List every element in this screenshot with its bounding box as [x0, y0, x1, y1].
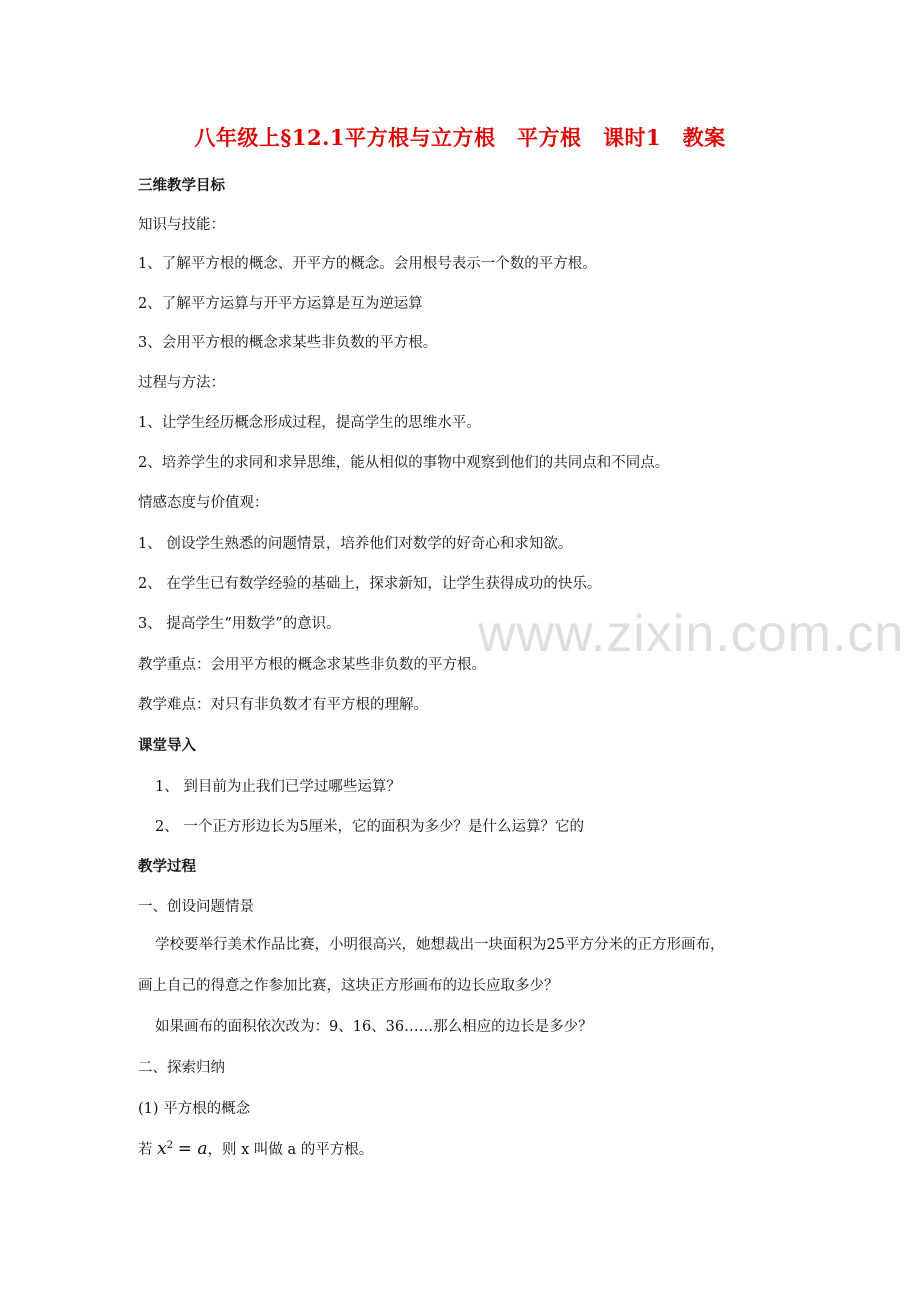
intro-question-1: 1、 到目前为止我们已学过哪些运算？ [155, 779, 401, 795]
document-title: 八年级上§12.1平方根与立方根 平方根 课时1 教案 [194, 125, 726, 150]
definition-prefix: 若 [138, 1142, 153, 1158]
subheading-knowledge: 知识与技能： [138, 217, 225, 233]
watermark: www.zixin.com.cn [478, 605, 905, 663]
paragraph-line: 1、了解平方根的概念、开平方的概念。会用根号表示一个数的平方根。 [138, 256, 597, 272]
difficulty-line: 教学难点：对只有非负数才有平方根的理解。 [138, 697, 428, 713]
paragraph-line: 2、了解平方运算与开平方运算是互为逆运算 [138, 296, 423, 312]
paragraph-line: 1、让学生经历概念形成过程，提高学生的思维水平。 [138, 415, 481, 431]
paragraph-line: 2、 在学生已有数学经验的基础上，探求新知，让学生获得成功的快乐。 [138, 576, 602, 592]
formula-rhs: = a [177, 1139, 208, 1159]
definition-suffix: ，则 x 叫做 a 的平方根。 [207, 1142, 374, 1158]
section-heading-intro: 课堂导入 [138, 737, 196, 754]
definition-line [138, 1138, 373, 1159]
section-heading-process: 教学过程 [138, 858, 196, 875]
key-point-line: 教学重点：会用平方根的概念求某些非负数的平方根。 [138, 657, 486, 673]
paragraph-line: 1、 创设学生熟悉的问题情景，培养他们对数学的好奇心和求知欲。 [138, 536, 573, 552]
paragraph-line: 如果画布的面积依次改为：9、16、36……那么相应的边长是多少？ [155, 1019, 593, 1035]
subsection-heading: 二、探索归纳 [138, 1060, 225, 1076]
paragraph-line: 3、会用平方根的概念求某些非负数的平方根。 [138, 335, 438, 351]
formula-exponent: 2 [166, 1140, 174, 1152]
section-heading-goals: 三维教学目标 [138, 177, 225, 194]
subheading-process: 过程与方法： [138, 375, 225, 391]
paragraph-line: 画上自己的得意之作参加比赛，这块正方形画布的边长应取多少？ [138, 978, 559, 994]
paragraph-line: 学校要举行美术作品比赛，小明很高兴，她想裁出一块面积为25平方分米的正方形画布， [155, 937, 725, 953]
intro-question-2: 2、 一个正方形边长为5厘米，它的面积为多少？是什么运算？它的 [155, 819, 585, 835]
paragraph-line: 3、 提高学生“用数学”的意识。 [138, 616, 341, 632]
subheading-attitude: 情感态度与价值观： [138, 495, 269, 511]
subsection-heading: 一、创设问题情景 [138, 899, 254, 915]
concept-heading: (1) 平方根的概念 [138, 1101, 251, 1117]
formula-base: x [157, 1139, 167, 1159]
paragraph-line: 2、培养学生的求同和求异思维，能从相似的事物中观察到他们的共同点和不同点。 [138, 455, 670, 471]
